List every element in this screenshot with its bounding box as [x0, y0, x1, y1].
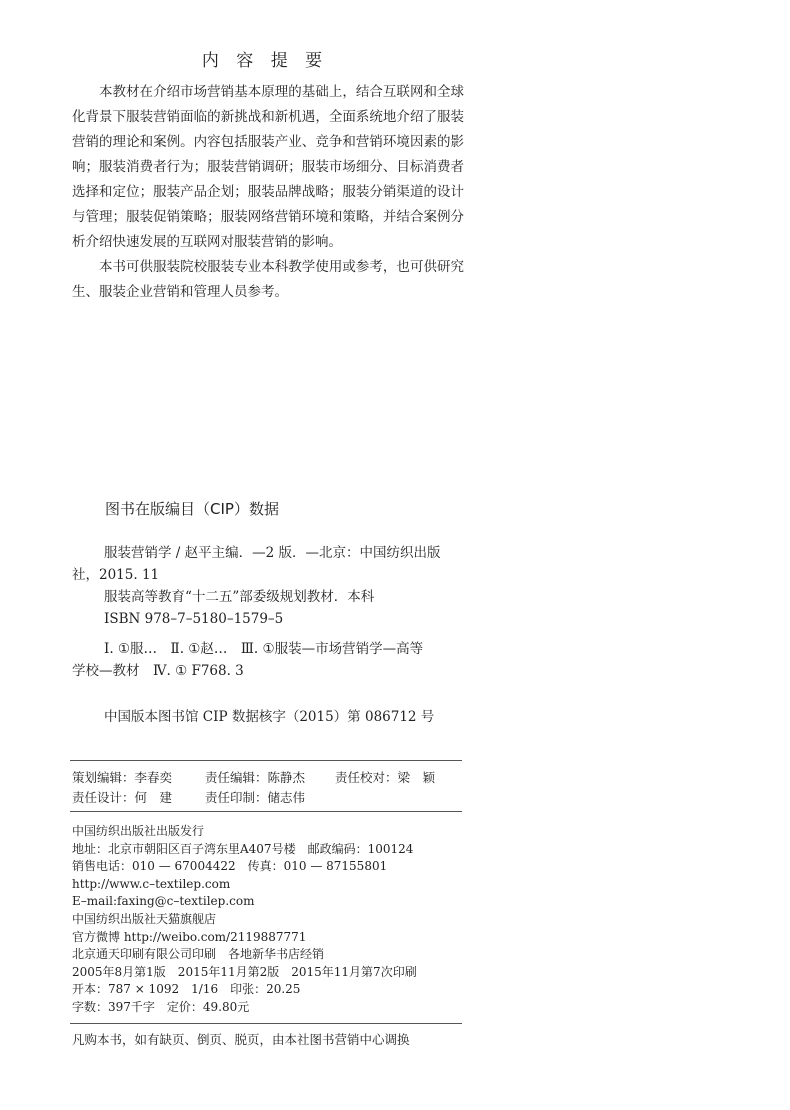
credits — [72, 768, 435, 808]
credit-planning-editor: 策划编辑：李春奕 — [72, 770, 173, 785]
divider — [70, 811, 462, 812]
publisher-email: E–mail:faxing@c–textilep.com — [72, 894, 255, 909]
cip-heading: 图书在版编目（CIP）数据 — [105, 500, 279, 518]
cip-class-line: Ⅰ. ①服… Ⅱ. ①赵… Ⅲ. ①服装—市场营销学—高等 — [104, 641, 424, 657]
divider — [70, 1023, 462, 1024]
cip-record-line: 中国版本图书馆 CIP 数据核字（2015）第 086712 号 — [104, 709, 435, 725]
format-line: 开本：787 × 1092 1/16 印张：20.25 — [72, 982, 301, 997]
cip-series-line: 服装高等教育“十二五”部委级规划教材．本科 — [104, 589, 375, 605]
cip-isbn-line: ISBN 978–7–5180–1579–5 — [104, 611, 284, 627]
credit-responsible-editor: 责任编辑：陈静杰 — [205, 770, 306, 785]
publisher-website: http://www.c–textilep.com — [72, 876, 231, 891]
publisher-weibo: 官方微博 http://weibo.com/2119887771 — [72, 929, 307, 944]
publisher-store: 中国纺织出版社天猫旗舰店 — [72, 911, 217, 926]
cip-record — [72, 706, 467, 728]
publisher-line: 中国纺织出版社出版发行 — [72, 824, 205, 838]
publisher-address: 地址：北京市朝阳区百子湾东里A407号楼 邮政编码：100124 — [72, 841, 414, 856]
credit-proofreader: 责任校对：梁 颖 — [335, 770, 436, 785]
publisher-phone: 销售电话：010 — 67004422 传真：010 — 87155801 — [72, 859, 388, 874]
price-line: 字数：397千字 定价：49.80元 — [72, 999, 250, 1014]
divider — [70, 760, 462, 761]
cip-entry-line: 社，2015. 11 — [72, 567, 160, 583]
credit-designer: 责任设计：何 建 — [72, 790, 173, 805]
cip-entry-line: 服装营销学 / 赵平主编．—2 版．—北京：中国纺织出版 — [104, 545, 441, 561]
cip-class-line: 学校—教材 Ⅳ. ① F768. 3 — [72, 663, 244, 679]
summary-title: 内 容 提 要 — [201, 51, 329, 71]
summary-paragraph: 本书可供服装院校服装专业本科教学使用或参考，也可供研究生、服装企业营销和管理人员参考。 — [72, 259, 464, 300]
credits-row — [72, 788, 435, 808]
credits-row — [72, 768, 435, 788]
credit-printing: 责任印制：储志伟 — [205, 790, 306, 805]
cip-classification — [72, 638, 467, 682]
publisher-info — [72, 823, 417, 1017]
summary-body — [72, 80, 464, 305]
edition-line: 2005年8月第1版 2015年11月第2版 2015年11月第7次印刷 — [72, 964, 417, 979]
cip-entry — [72, 542, 467, 630]
printer-line: 北京通天印刷有限公司印刷 各地新华书店经销 — [72, 947, 325, 962]
summary-paragraph: 本教材在介绍市场营销基本原理的基础上，结合互联网和全球化背景下服装营销面临的新挑战和新机遇，全面系统地介绍了服装营销的理论和案例。内容包括服装产业、竞争和营销环境因素的影响；服装消费者行为；服装营销调研；服装市场细分、目标消费者选择和定位；服装产品企划；服装品牌战略；服装分销渠道的设计与管理；服装促销策略；服装网络营销环境和策略，并结合案例分析介绍快速发展的互联网对服装营销的影响。 — [72, 84, 464, 250]
return-notice: 凡购本书，如有缺页、倒页、脱页，由本社图书营销中心调换 — [72, 1032, 410, 1047]
